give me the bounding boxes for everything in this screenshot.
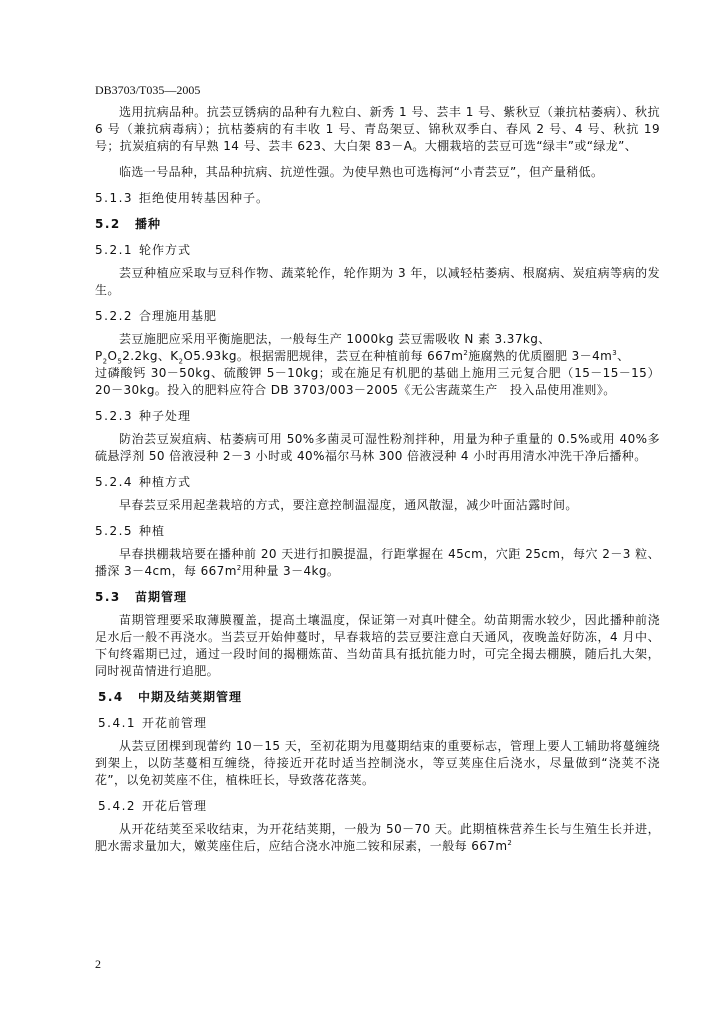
text-run: 用种量 3－4kg。 (241, 564, 340, 578)
section-number: 5.2.4 (95, 475, 134, 489)
section-number: 5.2.3 (95, 409, 134, 423)
section-title: 中期及结荚期管理 (138, 690, 243, 704)
section-5-3-body: 苗期管理要采取薄膜覆盖，提高土壤温度，保证第一对真叶健全。幼苗期需水较少，因此播种前浇足水后一般不再浇水。当芸豆开始伸蔓时，早春栽培的芸豆要注意白天通风，夜晚盖好防冻，4 月中、下旬终霜期已过，通过一段时间的揭棚炼苗、当幼苗具有抵抗能力时，可完全揭去棚膜，随后扎大架，同时视苗情进行追肥。 (95, 613, 660, 678)
section-number: 5.2 (95, 217, 121, 231)
section-5-1-3 (95, 190, 660, 207)
section-5-4 (95, 689, 660, 706)
section-5-2-4 (95, 474, 660, 491)
section-5-2-5 (95, 523, 660, 540)
section-title: 播种 (135, 217, 162, 231)
paragraph-variety-selection: 选用抗病品种。抗芸豆锈病的品种有九粒白、新秀 1 号、芸丰 1 号、紫秋豆（兼抗枯萎病）、秋抗 6 号（兼抗病毒病）；抗枯萎病的有丰收 1 号、青岛架豆、锦秋双季白、春风 2 号、4 号、秋抗 19 号；抗炭疽病的有早熟 14 号、芸丰 623、大白架 83－A。大棚栽培的芸豆可选“绿丰”或“绿龙”、 (95, 105, 660, 153)
text-run: O (107, 349, 118, 363)
superscript: 2 (236, 564, 242, 572)
section-5-2 (95, 216, 660, 233)
subscript: 5 (117, 357, 123, 366)
section-title: 苗期管理 (135, 590, 188, 604)
section-title: 种植 (139, 524, 166, 538)
section-5-2-1-body: 芸豆种植应采取与豆科作物、蔬菜轮作，轮作期为 3 年，以减轻枯萎病、根腐病、炭疽病等病的发生。 (95, 266, 660, 297)
section-number: 5.1.3 (95, 191, 134, 205)
text-run: P (95, 349, 103, 363)
section-5-2-5-body (95, 546, 660, 580)
section-number: 5.4 (98, 690, 124, 704)
section-title: 开花后管理 (142, 799, 208, 813)
text-run: 、 (617, 349, 630, 363)
section-5-2-3 (95, 408, 660, 425)
standard-code: DB3703/T035—2005 (95, 83, 201, 97)
section-title: 拒绝使用转基因种子。 (139, 191, 270, 205)
section-5-2-3-body: 防治芸豆炭疽病、枯萎病可用 50%多菌灵可湿性粉剂拌种，用量为种子重量的 0.5%或用 40%多硫悬浮剂 50 倍液浸种 2－3 小时或 40%福尔马林 300 倍液浸种 4 小时再用清水冲洗干净后播种。 (95, 432, 660, 463)
document-body (95, 104, 660, 855)
section-title: 种植方式 (139, 475, 192, 489)
section-5-4-1-body: 从芸豆团棵到现蕾约 10－15 天，至初花期为甩蔓期结束的重要标志，管理上要人工辅助将蔓缠绕到架上，以防茎蔓相互缠绕，待接近开花时适当控制浇水，等豆荚座住后浇水，尽量做到“浇荚不浇花”，以免初荚座不住，植株旺长，导致落花落荚。 (95, 739, 660, 787)
text-run: O5.93kg。根据需肥规律，芸豆在种植前每 667m (183, 349, 464, 363)
subscript: 2 (102, 357, 108, 366)
section-5-2-2-body-formula-line (95, 348, 660, 365)
section-number: 5.2.5 (95, 524, 134, 538)
paragraph-linxuan: 临选一号品种，其品种抗病、抗逆性强。为使早熟也可选梅河“小青芸豆”，但产量稍低。 (119, 165, 604, 179)
section-title: 开花前管理 (142, 716, 208, 730)
section-number: 5.4.2 (98, 799, 137, 813)
section-5-2-4-body: 早春芸豆采用起垄栽培的方式，要注意控制温湿度，通风散湿，减少叶面沾露时间。 (119, 498, 578, 512)
section-5-4-2-body (95, 821, 660, 855)
subscript: 2 (178, 357, 184, 366)
section-number: 5.2.1 (95, 243, 134, 257)
text-run: 施腐熟的优质圈肥 3－4m (468, 349, 613, 363)
section-5-3 (95, 589, 660, 606)
superscript: 2 (507, 839, 513, 847)
section-number: 5.3 (95, 590, 121, 604)
section-5-2-2 (95, 308, 660, 325)
section-number: 5.2.2 (95, 309, 134, 323)
section-number: 5.4.1 (98, 716, 137, 730)
text-run: 从开花结荚至采收结束，为开花结荚期，一般为 50－70 天。此期植株营养生长与生殖生长并进，肥水需求量加大，嫩荚座住后，应结合浇水冲施二铵和尿素，一般每 667m (95, 822, 660, 853)
section-title: 轮作方式 (139, 243, 192, 257)
section-5-2-2-body-continued: 过磷酸钙 30－50kg、硫酸钾 5－10kg；或在施足有机肥的基础上施用三元复合肥（15－15－15）20－30kg。投入的肥料应符合 DB 3703/003－2005《无公害蔬菜生产 投入品使用准则》。 (95, 366, 660, 397)
page-number: 2 (95, 957, 101, 971)
superscript: 2 (463, 349, 469, 357)
text-run: 2.2kg、K (122, 349, 179, 363)
section-5-4-1 (95, 715, 660, 732)
superscript: 3 (612, 349, 618, 357)
text-run: 早春拱棚栽培要在播种前 20 天进行扣膜提温，行距掌握在 45cm，穴距 25cm，每穴 2－3 粒、播深 3－4cm，每 667m (95, 547, 660, 578)
text-run: 芸豆施肥应采用平衡施肥法，一般每生产 1000kg 芸豆需吸收 N 素 3.37kg、 (119, 332, 551, 346)
section-5-4-2 (95, 798, 660, 815)
section-5-2-1 (95, 242, 660, 259)
section-title: 种子处理 (139, 409, 192, 423)
section-title: 合理施用基肥 (139, 309, 218, 323)
section-5-2-2-body (95, 331, 660, 348)
